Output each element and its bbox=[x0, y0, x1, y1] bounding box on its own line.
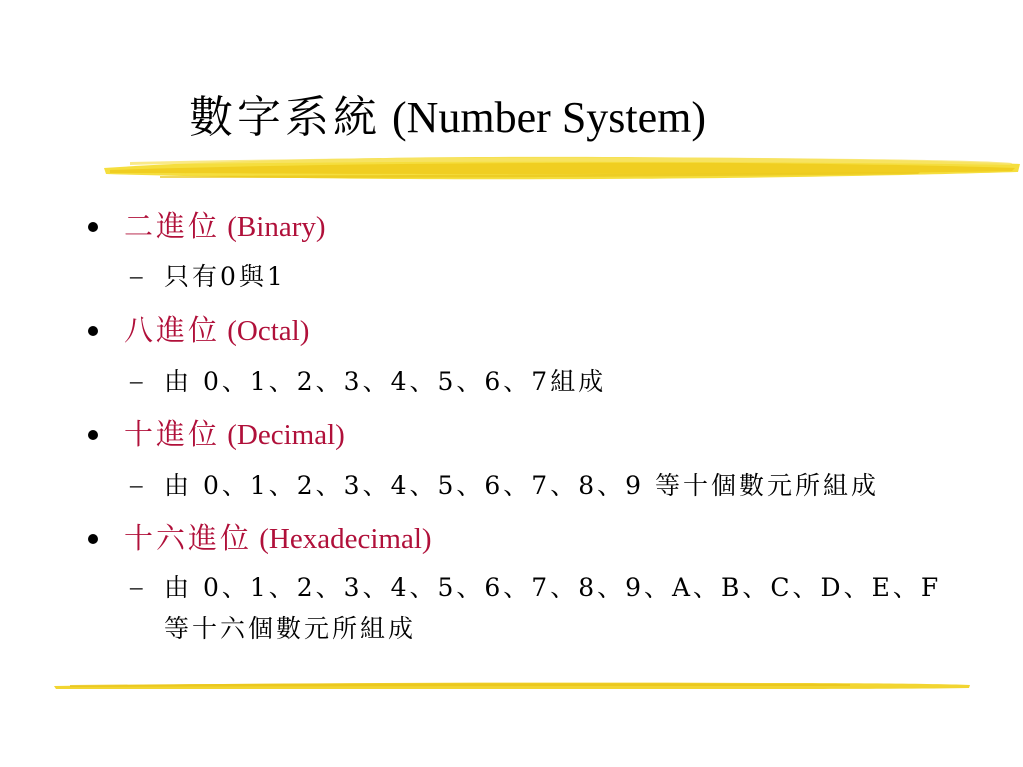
dash-marker: – bbox=[130, 368, 143, 395]
bullet-dot-icon bbox=[88, 430, 98, 440]
dash-marker: – bbox=[130, 263, 143, 290]
bullet-label-english: (Decimal) bbox=[227, 419, 345, 451]
bullet-dot-icon bbox=[88, 326, 98, 336]
bullet-label-chinese: 八進位 bbox=[124, 313, 221, 347]
bullet-label bbox=[124, 520, 432, 557]
title-underline-brush-stroke bbox=[100, 148, 1023, 188]
bullet-label bbox=[124, 312, 309, 349]
footer-brush-stroke bbox=[50, 676, 975, 696]
bullet-label-chinese: 十六進位 bbox=[124, 521, 253, 555]
slide-title-english: (Number System) bbox=[392, 93, 707, 142]
bullet-label-english: (Binary) bbox=[227, 211, 326, 243]
bullet-dot-icon bbox=[88, 222, 98, 232]
sub-item-hexadecimal-continuation: 等十六個數元所組成 bbox=[164, 614, 417, 643]
slide-title bbox=[189, 88, 706, 148]
bullet-label bbox=[124, 416, 345, 453]
bullet-label bbox=[124, 208, 326, 245]
slide-title-chinese: 數字系統 bbox=[189, 92, 381, 143]
dash-marker: – bbox=[130, 574, 143, 601]
sub-item-text: 由 0、1、2、3、4、5、6、7組成 bbox=[164, 367, 607, 396]
sub-item-text: 由 0、1、2、3、4、5、6、7、8、9、A、B、C、D、E、F bbox=[164, 573, 942, 602]
bullet-dot-icon bbox=[88, 534, 98, 544]
bullet-label-english: (Hexadecimal) bbox=[259, 523, 432, 555]
bullet-label-chinese: 二進位 bbox=[124, 209, 221, 243]
bullet-label-english: (Octal) bbox=[227, 315, 310, 347]
sub-item-text: 只有0與1 bbox=[164, 262, 286, 291]
bullet-label-chinese: 十進位 bbox=[124, 417, 221, 451]
dash-marker: – bbox=[130, 472, 143, 499]
sub-item-text: 由 0、1、2、3、4、5、6、7、8、9 等十個數元所組成 bbox=[164, 471, 879, 500]
